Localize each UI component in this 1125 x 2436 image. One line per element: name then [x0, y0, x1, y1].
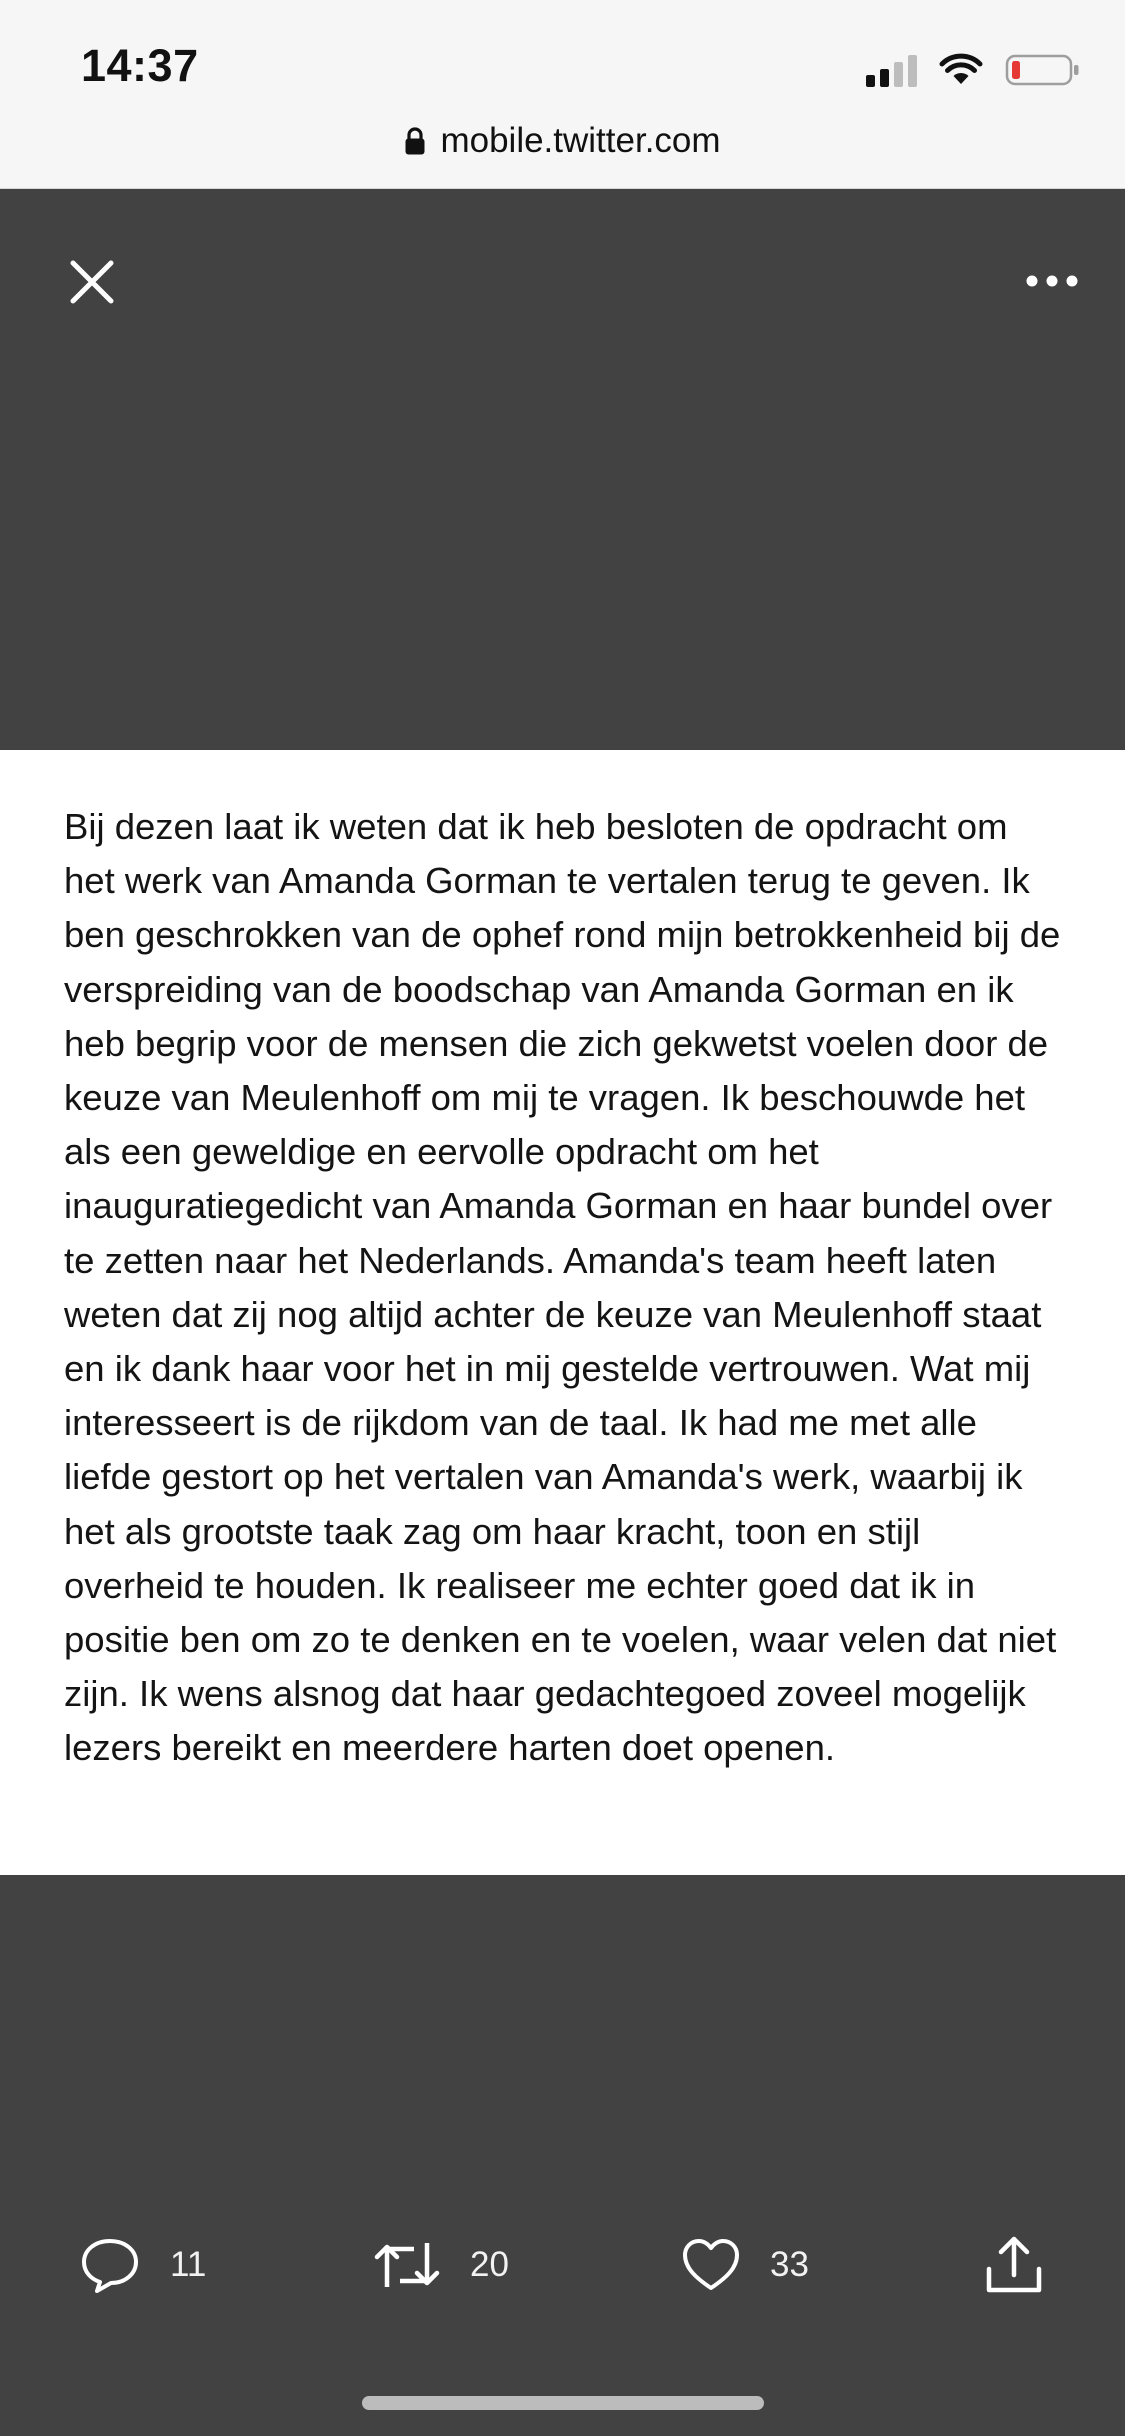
- statement-text: Bij dezen laat ik weten dat ik heb besloten de opdracht om het werk van Amanda Gorman te vertalen terug te geven. Ik ben geschrokken van de ophef rond mijn betrokkenheid bij de verspreiding van de boodschap van Amanda Gorman en ik heb begrip voor de mensen die zich gekwetst voelen door de keuze van Meulenhoff om mij te vragen. Ik beschouwde het als een geweldige en eervolle opdracht om het inauguratiegedicht van Amanda Gorman en haar bundel over te zetten naar het Nederlands. Amanda's team heeft laten weten dat zij nog altijd achter de keuze van Meulenhoff staat en ik dank haar voor het in mij gestelde vertrouwen. Wat mij interesseert is de rijkdom van de taal. Ik had me met alle liefde gestort op het vertalen van Amanda's werk, waarbij ik het als grootste taak zag om haar kracht, toon en stijl overheid te houden. Ik realiseer me echter goed dat ik in positie ben om zo te denken en te voelen, waar velen dat niet zijn. Ik wens alsnog dat haar gedachtegoed zoveel mogelijk lezers bereikt en meerdere harten doet openen.: [64, 806, 1061, 1769]
- home-indicator[interactable]: [362, 2396, 764, 2410]
- heart-icon: [682, 2238, 740, 2292]
- retweet-count: 20: [470, 2245, 509, 2284]
- url-text: mobile.twitter.com: [440, 121, 721, 160]
- url-bar[interactable]: [0, 115, 1125, 167]
- wifi-icon: [939, 53, 983, 87]
- like-count: 33: [770, 2245, 809, 2284]
- browser-chrome: [0, 0, 1125, 189]
- battery-icon: [1005, 52, 1081, 88]
- retweet-button[interactable]: [374, 2230, 509, 2300]
- share-icon: [984, 2235, 1044, 2295]
- more-horizontal-icon: [1026, 275, 1078, 287]
- retweet-icon: [374, 2235, 440, 2295]
- like-button[interactable]: [682, 2230, 809, 2300]
- reply-button[interactable]: [80, 2230, 206, 2300]
- statement-image: [0, 750, 1125, 1875]
- media-viewer-bottom: [0, 1875, 1125, 2436]
- close-button[interactable]: [62, 252, 122, 312]
- status-indicators: [866, 48, 1081, 92]
- close-icon: [69, 259, 115, 305]
- status-time: 14:37: [81, 40, 199, 91]
- tweet-action-bar: [0, 2230, 1125, 2300]
- share-button[interactable]: [984, 2230, 1044, 2300]
- more-options-button[interactable]: [1017, 256, 1087, 306]
- lock-icon: [404, 126, 426, 156]
- battery-level: [1012, 61, 1020, 79]
- reply-icon: [80, 2235, 140, 2295]
- media-viewer-top: [0, 189, 1125, 750]
- cellular-signal-icon: [866, 53, 917, 87]
- reply-count: 11: [170, 2245, 207, 2284]
